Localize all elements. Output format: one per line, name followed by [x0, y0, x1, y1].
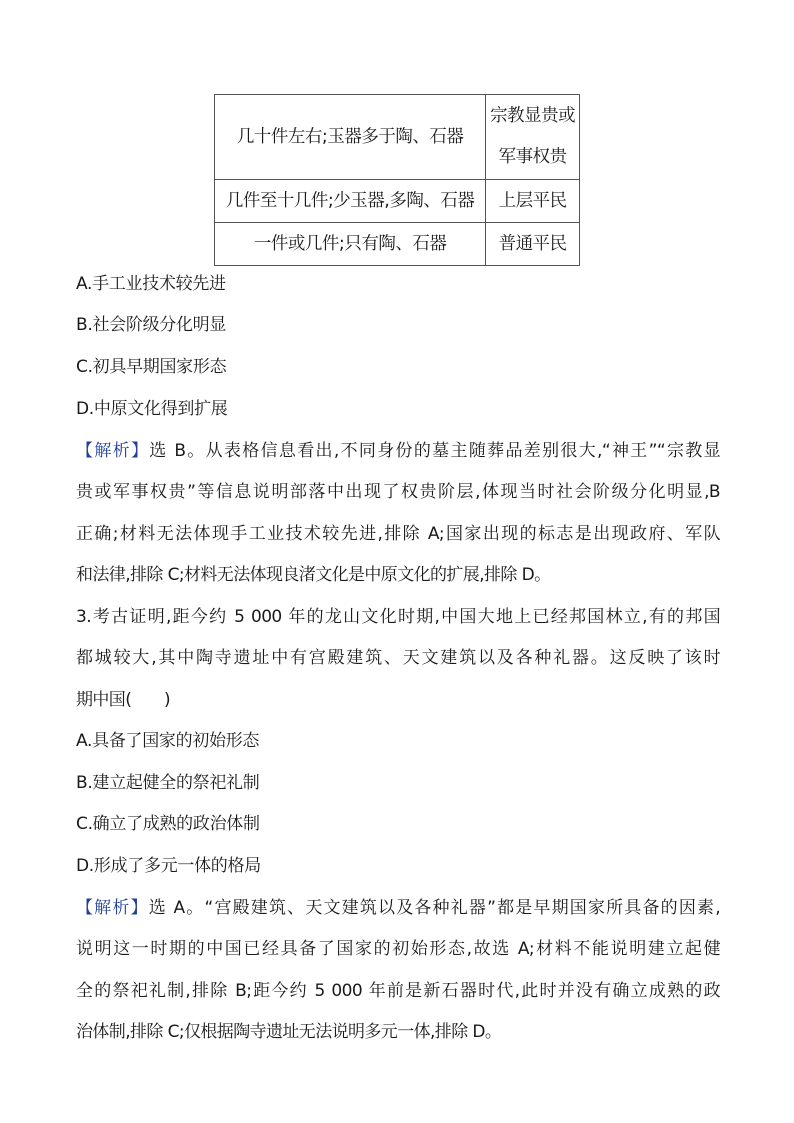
q3-stem-line: 都城较大,其中陶寺遗址中有宫殿建筑、天文建筑以及各种礼器。这反映了该时 [76, 648, 720, 668]
table-row [215, 180, 580, 223]
q3-analysis-line: 说明这一时期的中国已经具备了国家的初始形态,故选 A;材料不能说明建立起健 [76, 939, 720, 959]
table-cell-goods: 一件或几件;只有陶、石器 [215, 223, 486, 266]
q3-stem-line: 3.考古证明,距今约 5 000 年的龙山文化时期,中国大地上已经邦国林立,有的邦国 [76, 607, 720, 627]
analysis-tag: 【解析】 [76, 441, 150, 461]
table-cell-goods: 几十件左右;玉器多于陶、石器 [215, 95, 486, 180]
q2-option-d: D.中原文化得到扩展 [76, 399, 228, 419]
analysis-text: 选 A。“宫殿建筑、天文建筑以及各种礼器”都是早期国家所具备的因素, [148, 898, 720, 918]
table-cell-status: 上层平民 [486, 180, 580, 223]
q3-option-b: B.建立起健全的祭祀礼制 [76, 773, 260, 793]
q2-analysis-line: 正确;材料无法体现手工业技术较先进,排除 A;国家出现的标志是出现政府、军队 [76, 524, 720, 544]
q2-analysis-line: 贵或军事权贵”等信息说明部落中出现了权贵阶层,体现当时社会阶级分化明显,B [76, 482, 720, 502]
q3-analysis-line: 治体制,排除 C;仅根据陶寺遗址无法说明多元一体,排除 D。 [76, 1022, 502, 1042]
table-cell-status: 普通平民 [486, 223, 580, 266]
q2-option-c: C.初具早期国家形态 [76, 357, 227, 377]
q3-option-c: C.确立了成熟的政治体制 [76, 814, 260, 834]
q2-analysis-line [76, 439, 720, 463]
q3-stem-line: 期中国( ) [76, 690, 171, 710]
table-row [215, 223, 580, 266]
q2-option-b: B.社会阶级分化明显 [76, 315, 227, 335]
q2-analysis-line: 和法律,排除 C;材料无法体现良渚文化是中原文化的扩展,排除 D。 [76, 565, 551, 585]
status-line: 宗教显贵或 [490, 106, 576, 126]
q3-analysis-line [76, 896, 720, 920]
q2-option-a: A.手工业技术较先进 [76, 274, 226, 294]
q3-option-a: A.具备了国家的初始形态 [76, 731, 260, 751]
table-cell-status [486, 95, 580, 180]
table-cell-goods: 几件至十几件;少玉器,多陶、石器 [215, 180, 486, 223]
status-line: 军事权贵 [498, 147, 567, 167]
q3-option-d: D.形成了多元一体的格局 [76, 856, 261, 876]
analysis-text: 选 B。从表格信息看出,不同身份的墓主随葬品差别很大,“神王”“宗教显 [149, 441, 720, 461]
analysis-tag: 【解析】 [76, 898, 149, 918]
q3-analysis-line: 全的祭祀礼制,排除 B;距今约 5 000 年前是新石器时代,此时并没有确立成熟的政 [76, 981, 720, 1001]
table-row [215, 95, 580, 180]
burial-goods-table [214, 94, 580, 266]
